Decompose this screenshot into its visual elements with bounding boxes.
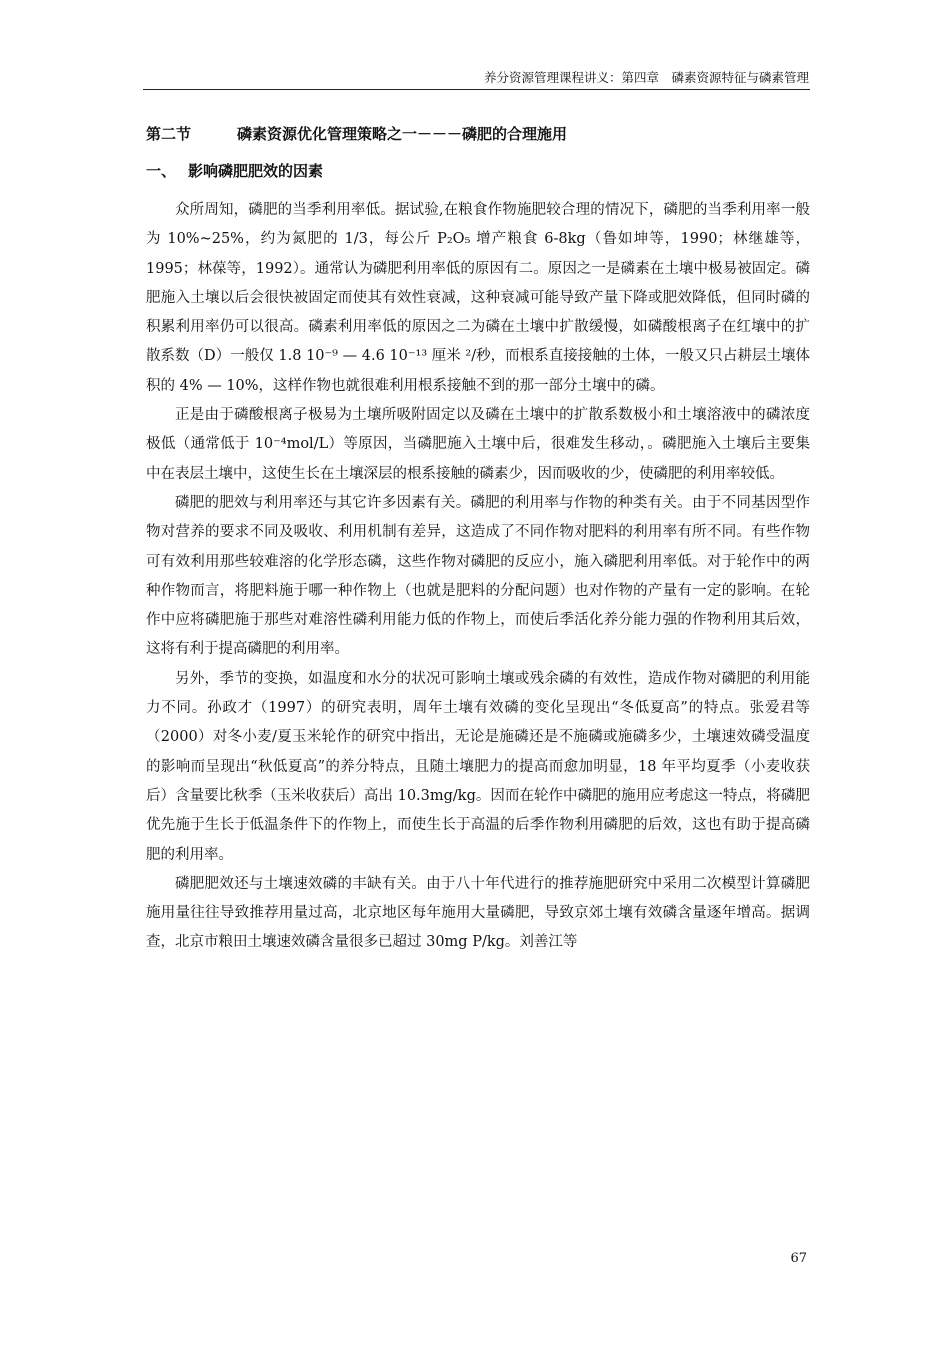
paragraph-4: 另外，季节的变换，如温度和水分的状况可影响土壤或残余磷的有效性，造成作物对磷肥的利用能力不同。孙政才（1997）的研究表明，周年土壤有效磷的变化呈现出“冬低夏高”的特点。张爱君等（2000）对冬小麦/夏玉米轮作的研究中指出，无论是施磷还是不施磷或施磷多少，土壤速效磷受温度的影响而呈现出“秋低夏高”的养分特点，且随土壤肥力的提高而愈加明显，18 年平均夏季（小麦收获后）含量要比秋季（玉米收获后）高出 10.3mg/kg。因而在轮作中磷肥的施用应考虑这一特点，将磷肥优先施于生长于低温条件下的作物上，而使生长于高温的后季作物利用磷肥的后效，这也有助于提高磷肥的利用率。 (146, 670, 810, 863)
paragraph-1: 众所周知，磷肥的当季利用率低。据试验,在粮食作物施肥较合理的情况下，磷肥的当季利用率一般为 10%~25%，约为氮肥的 1/3，每公斤 P₂O₅ 增产粮食 6-8kg（鲁如坤等，1990；林继雄等，1995；林葆等，1992）。通常认为磷肥利用率低的原因有二。原因之一是磷素在土壤中极易被固定。磷肥施入土壤以后会很快被固定而使其有效性衰减，这种衰减可能导致产量下降或肥效降低，但同时磷的积累利用率仍可以很高。磷素利用率低的原因之二为磷在土壤中扩散缓慢，如磷酸根离子在红壤中的扩散系数（D）一般仅 1.8 10⁻⁹ — 4.6 10⁻¹³ 厘米 ²/秒，而根系直接接触的土体，一般又只占耕层土壤体积的 4% — 10%，这样作物也就很难利用根系接触不到的那一部分土壤中的磷。 (146, 202, 810, 394)
paragraph-2: 正是由于磷酸根离子极易为土壤所吸附固定以及磷在土壤中的扩散系数极小和土壤溶液中的磷浓度极低（通常低于 10⁻⁴mol/L）等原因，当磷肥施入土壤中后，很难发生移动，。磷肥施入土壤后主要集中在表层土壤中，这使生长在土壤深层的根系接触的磷素少，因而吸收的少，使磷肥的利用率较低。 (146, 407, 810, 482)
paragraph-5: 磷肥肥效还与土壤速效磷的丰缺有关。由于八十年代进行的推荐施肥研究中采用二次模型计算磷肥施用量往往导致推荐用量过高，北京地区每年施用大量磷肥，导致京郊土壤有效磷含量逐年增高。据调查，北京市粮田土壤速效磷含量很多已超过 30mg P/kg。刘善江等 (146, 875, 810, 951)
subsection-heading (146, 161, 323, 181)
header-divider (143, 89, 810, 90)
paragraph-3: 磷肥的肥效与利用率还与其它许多因素有关。磷肥的利用率与作物的种类有关。由于不同基因型作物对营养的要求不同及吸收、利用机制有差异，这造成了不同作物对肥料的利用率有所不同。有些作物可有效利用那些较难溶的化学形态磷，这些作物对磷肥的反应小，施入磷肥利用率低。对于轮作中的两种作物而言，将肥料施于哪一种作物上（也就是肥料的分配问题）也对作物的产量有一定的影响。在轮作中应将磷肥施于那些对难溶性磷利用能力低的作物上，而使后季活化养分能力强的作物利用其后效，这将有利于提高磷肥的利用率。 (146, 494, 810, 658)
running-header: 养分资源管理课程讲义：第四章 磷素资源特征与磷素管理 (483, 70, 809, 85)
page-number: 67 (790, 1251, 807, 1266)
subsection-title: 影响磷肥肥效的因素 (188, 162, 324, 180)
section-number: 第二节 (146, 125, 192, 143)
subsection-number: 一、 (146, 162, 177, 180)
section-title: 磷素资源优化管理策略之一－－－磷肥的合理施用 (237, 125, 568, 143)
section-heading (146, 124, 567, 144)
body-text (146, 196, 810, 958)
